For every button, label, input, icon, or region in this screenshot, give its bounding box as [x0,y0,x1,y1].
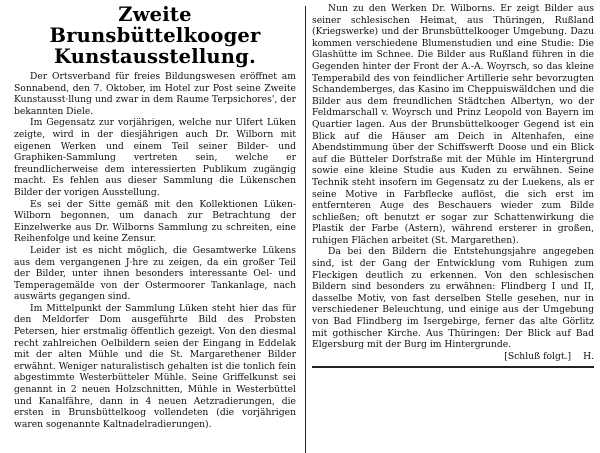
paragraph: Nun zu den Werken Dr. Wilborns. Er zeigt Bilder aus seiner schlesischen Heimat, aus Thüringen, Rußland (Kriegswerke) und der Brunsbüttelkooger Umgebung. Dazu kommen verschiedene Blumenstudien und eine Studie: Die Glashütte im Schnee. Die Bilder aus Rußland führen in die Gegenden hinter der Front der A.-A. Woyrsch, so das kleine Temperabild des von feindlicher Artillerie sehr bevorzugten Schandemberges, das Kasino im Cheppuiswäldchen und die Bilder aus dem freundlichen Städtchen Albertyn, wo der Feldmarschall v. Woyrsch und Prinz Leopold von Bayern im Quartier lagen. Aus der Brunsbüttelkooger Gegend ist ein Blick auf die Häuser am Deich in Altenhafen, eine Abendstimmung über der Schiffswerft Doose und ein Blick auf die Bütteler Dorfstraße mit der Mühle im Hintergrund sowie eine kleine Studie aus Kuden zu erwähnen. Seine Technik steht insofern im Gegensatz zu der Luekens, als er seine Motive in Farbflecke auflöst, die sich erst im entfernteren Auge des Beschauers wieder zum Bilde schließen; oft benutzt er sogar zur Schattenwirkung die Plastik der Farbe (Astern), während ersterer in großen, ruhigen Flächen arbeitet (St. Margarethen). [312,3,594,246]
title-line-2: Kunstausstellung. [53,45,257,68]
paragraph: Im Gegensatz zur vorjährigen, welche nur Ulfert Lüken zeigte, wird in der diesjährigen auch Dr. Wilborn mit eigenen Werken und einem Teil seiner Bilder- und Graphiken-Sammlung vertreten sein, welche er freundlicherweise dem interessierten Publikum zugängig macht. Es fehlen aus dieser Sammlung die Lükenschen Bilder der vorigen Ausstellung. [14,117,296,198]
paragraph: Es sei der Sitte gemäß mit den Kollektionen Lüken-Wilborn begonnen, um danach zur Betrachtung der Einzelwerke aus Dr. Wilborns Sammlung zu schreiten, eine Reihenfolge und keine Zensur. [14,198,296,245]
article-signoff [312,351,594,363]
paragraph: Im Mittelpunkt der Sammlung Lüken steht hier das für den Meldorfer Dom ausgeführte Bild des Probsten Petersen, hier erstmalig öffentlich gezeigt. Von den diesmal recht zahlreichen Oelbildern seien der Eingang in Eddelak mit der alten Mühle und die St. Margarethener Bilder erwähnt. Weniger naturalistisch gehalten ist die tonlich fein abgestimmte Westerbütteler Mühle. Seine Griffelkunst sei genannt in 2 neuen Holzschnitten, Mühle in Westerbüttel und Kanalfähre, dann in 4 neuen Aetzradierungen, die ersten in Brunsbüttelkoog vollendeten (die vorjährigen waren sogenannte Kaltnadelradierungen). [14,302,296,430]
paragraph: Der Ortsverband für freies Bildungswesen eröffnet am Sonnabend, den 7. Oktober, im Hotel zur Post seine Zweite Kunstausst·llung und zwar in dem Raume Terpsichores', der bekannten Diele. [14,71,296,117]
article-title [14,4,296,67]
continuation-note: [Schluß folgt.] [504,350,572,362]
title-line-1: Zweite Brunsbüttelkooger [49,3,261,47]
right-column [312,0,594,368]
author-initial: H. [583,350,594,362]
paragraph: Da bei den Bildern die Entstehungsjahre angegeben sind, ist der Gang der Entwicklung vom Ruhigen zum Fleckigen deutlich zu erkennen. Von den schlesischen Bildern sind besonders zu erwähnen: Flindberg I und II, dasselbe Motiv, von fast derselben Stelle gesehen, nur in verschiedener Beleuchtung, und einige aus der Umgebung von Bad Flindberg im Isergebirge, ferner das alte Görlitz mit gothischer Kirche. Aus Thüringen: Der Blick auf Bad Elgersburg mit der Burg im Hintergrunde. [312,246,594,351]
paragraph: Leider ist es nicht möglich, die Gesamtwerke Lükens aus dem vergangenen J·hre zu zeigen, da ein großer Teil der Bilder, unter ihnen besonders interessante Oel- und Temperagemälde von der Ostermoorer Tankanlage, nach auswärts gegangen sind. [14,244,296,303]
end-rule [312,366,594,368]
left-column [14,0,296,430]
column-divider [305,6,306,453]
